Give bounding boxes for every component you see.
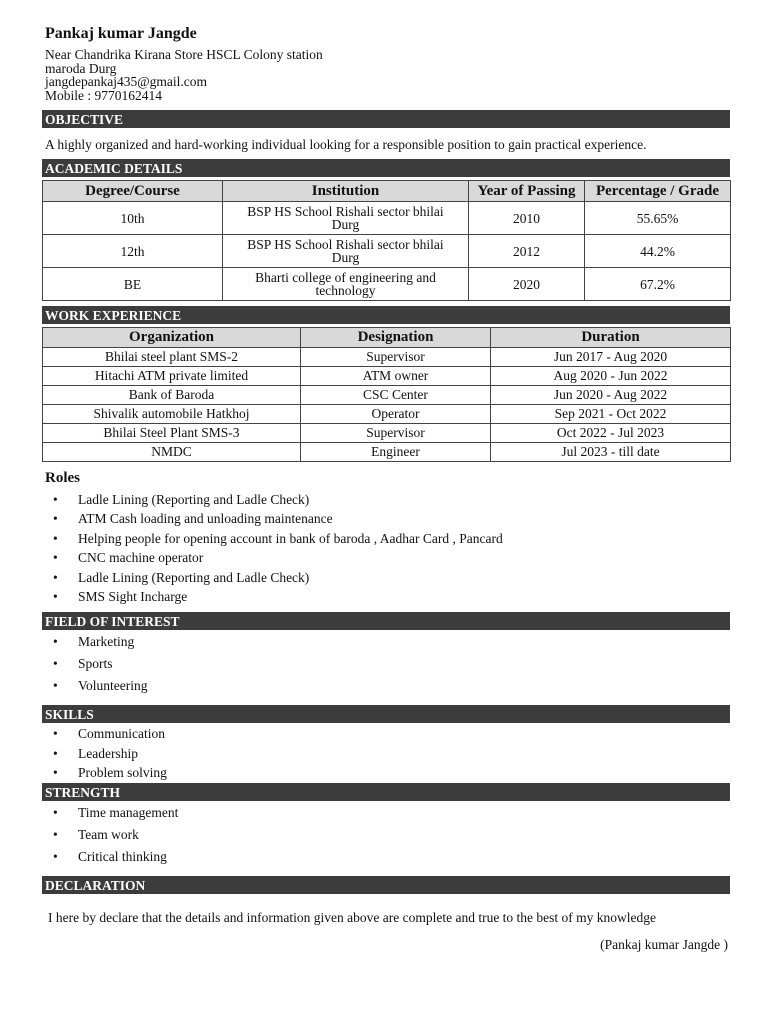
- year-cell: 2012: [469, 235, 585, 268]
- candidate-name: Pankaj kumar Jangde: [45, 25, 197, 42]
- interest-heading: FIELD OF INTEREST: [42, 612, 730, 630]
- degree-cell: BE: [43, 268, 223, 301]
- academic-table: [42, 180, 731, 301]
- list-item: • Ladle Lining (Reporting and Ladle Check): [0, 490, 503, 509]
- institution-line: Durg: [331, 217, 360, 232]
- table-row: [43, 386, 731, 405]
- interest-list: [0, 631, 148, 697]
- institution-cell: [223, 268, 469, 301]
- list-item: • Team work: [0, 824, 178, 846]
- address-line-2: maroda Durg: [45, 60, 117, 76]
- organization-cell: NMDC: [43, 443, 301, 462]
- strength-heading: STRENGTH: [42, 783, 730, 801]
- column-header: Year of Passing: [469, 181, 585, 202]
- list-item: • Time management: [0, 802, 178, 824]
- list-item: • Helping people for opening account in bank of baroda , Aadhar Card , Pancard: [0, 529, 503, 548]
- designation-cell: Engineer: [301, 443, 491, 462]
- institution-cell: [223, 235, 469, 268]
- list-item: • Volunteering: [0, 675, 148, 697]
- institution-line: Bharti college of engineering and: [255, 270, 436, 285]
- duration-cell: Jun 2017 - Aug 2020: [491, 348, 731, 367]
- table-header-row: [43, 328, 731, 348]
- year-cell: 2010: [469, 202, 585, 235]
- list-item: • Ladle Lining (Reporting and Ladle Check): [0, 568, 503, 587]
- column-header: Organization: [43, 328, 301, 348]
- column-header: Institution: [223, 181, 469, 202]
- duration-cell: Oct 2022 - Jul 2023: [491, 424, 731, 443]
- designation-cell: CSC Center: [301, 386, 491, 405]
- degree-cell: 12th: [43, 235, 223, 268]
- column-header: Duration: [491, 328, 731, 348]
- column-header: Percentage / Grade: [585, 181, 731, 202]
- grade-cell: 44.2%: [585, 235, 731, 268]
- declaration-text: I here by declare that the details and information given above are complete and true to the best of my knowledge: [48, 910, 657, 925]
- list-item: • SMS Sight Incharge: [0, 587, 503, 606]
- designation-cell: ATM owner: [301, 367, 491, 386]
- table-row: [43, 443, 731, 462]
- table-header-row: [43, 181, 731, 202]
- institution-line: Durg: [331, 250, 360, 265]
- address-line-1: Near Chandrika Kirana Store HSCL Colony station: [45, 47, 323, 62]
- email-address: jangdepankaj435@gmail.com: [45, 74, 208, 89]
- table-row: [43, 405, 731, 424]
- institution-line: BSP HS School Rishali sector bhilai: [247, 237, 444, 252]
- institution-line: technology: [315, 283, 376, 298]
- work-table: [42, 327, 731, 462]
- list-item: • Critical thinking: [0, 846, 178, 868]
- duration-cell: Sep 2021 - Oct 2022: [491, 405, 731, 424]
- roles-heading: Roles: [45, 470, 80, 486]
- organization-cell: Hitachi ATM private limited: [43, 367, 301, 386]
- skills-heading: SKILLS: [42, 705, 730, 723]
- organization-cell: Bank of Baroda: [43, 386, 301, 405]
- institution-line: BSP HS School Rishali sector bhilai: [247, 204, 444, 219]
- table-row: [43, 268, 731, 301]
- objective-text: A highly organized and hard-working individual looking for a responsible position to gain practical experience.: [45, 137, 647, 152]
- contact-block: [45, 48, 323, 102]
- objective-heading: OBJECTIVE: [42, 110, 730, 128]
- organization-cell: Bhilai Steel Plant SMS-3: [43, 424, 301, 443]
- designation-cell: Supervisor: [301, 424, 491, 443]
- list-item: • Marketing: [0, 631, 148, 653]
- table-row: [43, 367, 731, 386]
- declaration-heading: DECLARATION: [42, 876, 730, 894]
- skills-list: [0, 724, 167, 783]
- degree-cell: 10th: [43, 202, 223, 235]
- list-item: • Sports: [0, 653, 148, 675]
- table-row: [43, 235, 731, 268]
- table-row: [43, 202, 731, 235]
- academic-heading: ACADEMIC DETAILS: [42, 159, 730, 177]
- roles-list: [0, 490, 503, 606]
- column-header: Degree/Course: [43, 181, 223, 202]
- list-item: • ATM Cash loading and unloading maintenance: [0, 509, 503, 528]
- organization-cell: Shivalik automobile Hatkhoj: [43, 405, 301, 424]
- duration-cell: Aug 2020 - Jun 2022: [491, 367, 731, 386]
- year-cell: 2020: [469, 268, 585, 301]
- mobile-number: Mobile : 9770162414: [45, 87, 162, 103]
- duration-cell: Jul 2023 - till date: [491, 443, 731, 462]
- designation-cell: Supervisor: [301, 348, 491, 367]
- table-row: [43, 424, 731, 443]
- strength-list: [0, 802, 178, 868]
- institution-cell: [223, 202, 469, 235]
- work-heading: WORK EXPERIENCE: [42, 306, 730, 324]
- list-item: • Communication: [0, 724, 167, 744]
- duration-cell: Jun 2020 - Aug 2022: [491, 386, 731, 405]
- grade-cell: 55.65%: [585, 202, 731, 235]
- list-item: • CNC machine operator: [0, 548, 503, 567]
- grade-cell: 67.2%: [585, 268, 731, 301]
- designation-cell: Operator: [301, 405, 491, 424]
- organization-cell: Bhilai steel plant SMS-2: [43, 348, 301, 367]
- signature: (Pankaj kumar Jangde ): [600, 937, 728, 952]
- column-header: Designation: [301, 328, 491, 348]
- list-item: • Leadership: [0, 744, 167, 764]
- list-item: • Problem solving: [0, 763, 167, 783]
- table-row: [43, 348, 731, 367]
